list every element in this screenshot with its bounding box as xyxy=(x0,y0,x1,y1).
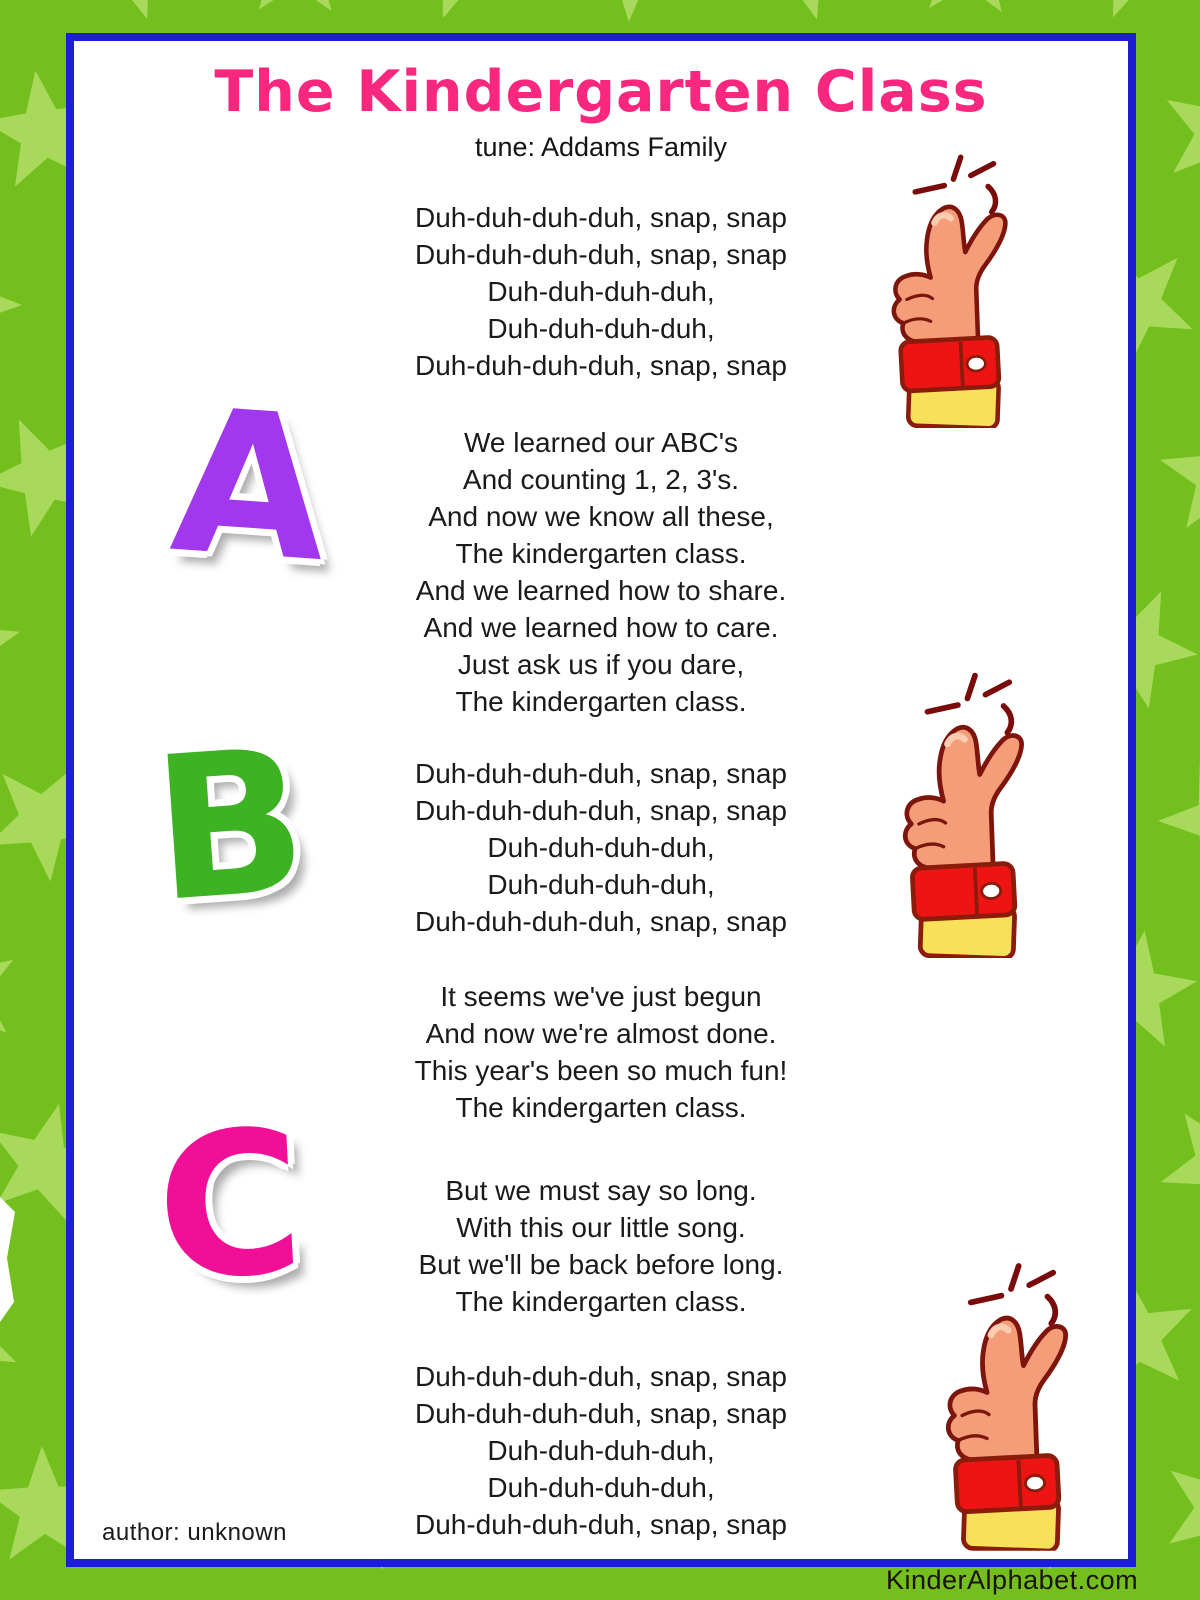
lyric-line: It seems we've just begun xyxy=(440,981,762,1012)
lyric-line: And now we know all these, xyxy=(428,501,774,532)
lyric-line: Duh-duh-duh-duh, snap, snap xyxy=(414,1361,788,1392)
author-note: author: unknown xyxy=(102,1519,287,1546)
lyric-line: The kindergarten class. xyxy=(455,686,747,717)
lyric-line: Duh-duh-duh-duh, xyxy=(487,869,715,900)
lyric-line: The kindergarten class. xyxy=(455,1092,747,1123)
snapping-fingers-hand-icon xyxy=(918,1258,1081,1551)
lyric-line: This year's been so much fun! xyxy=(414,1055,788,1086)
lyric-line: Just ask us if you dare, xyxy=(457,649,745,680)
lyric-line: And counting 1, 2, 3's. xyxy=(462,464,740,495)
snapping-fingers-hand-icon xyxy=(865,150,1020,428)
lyric-line: And we learned how to share. xyxy=(415,575,787,606)
lyric-line: Duh-duh-duh-duh, snap, snap xyxy=(414,906,788,937)
lyric-line: Duh-duh-duh-duh, xyxy=(487,1435,715,1466)
tune-subtitle: tune: Addams Family xyxy=(474,132,728,162)
lyric-line: Duh-duh-duh-duh, snap, snap xyxy=(414,1398,788,1429)
lyric-line: Duh-duh-duh-duh, xyxy=(487,276,715,307)
letter-b: B xyxy=(146,705,314,946)
letter-c: C xyxy=(151,1086,309,1325)
lyric-line: But we must say so long. xyxy=(445,1175,757,1206)
lyric-line: Duh-duh-duh-duh, xyxy=(487,832,715,863)
lyric-line: But we'll be back before long. xyxy=(418,1249,784,1280)
lyric-line: Duh-duh-duh-duh, snap, snap xyxy=(414,202,788,233)
lyric-line: Duh-duh-duh-duh, xyxy=(487,313,715,344)
website-credit: KinderAlphabet.com xyxy=(886,1565,1139,1595)
lyric-line: We learned our ABC's xyxy=(463,427,739,458)
lyric-line: Duh-duh-duh-duh, snap, snap xyxy=(414,795,788,826)
lyric-line: Duh-duh-duh-duh, snap, snap xyxy=(414,758,788,789)
page-title: The Kindergarten Class xyxy=(214,59,988,125)
content-panel xyxy=(66,33,1136,1567)
lyric-line: The kindergarten class. xyxy=(455,1286,747,1317)
lyric-line: And now we're almost done. xyxy=(425,1018,777,1049)
lyric-line: Duh-duh-duh-duh, xyxy=(487,1472,715,1503)
lyric-line: Duh-duh-duh-duh, snap, snap xyxy=(414,1509,788,1540)
letter-a: A xyxy=(165,364,335,607)
snapping-fingers-hand-icon xyxy=(875,668,1037,958)
lyric-line: Duh-duh-duh-duh, snap, snap xyxy=(414,239,788,270)
lyric-line: The kindergarten class. xyxy=(455,538,747,569)
lyric-line: Duh-duh-duh-duh, snap, snap xyxy=(414,350,788,381)
lyric-line: With this our little song. xyxy=(456,1212,746,1243)
lyric-line: And we learned how to care. xyxy=(423,612,779,643)
